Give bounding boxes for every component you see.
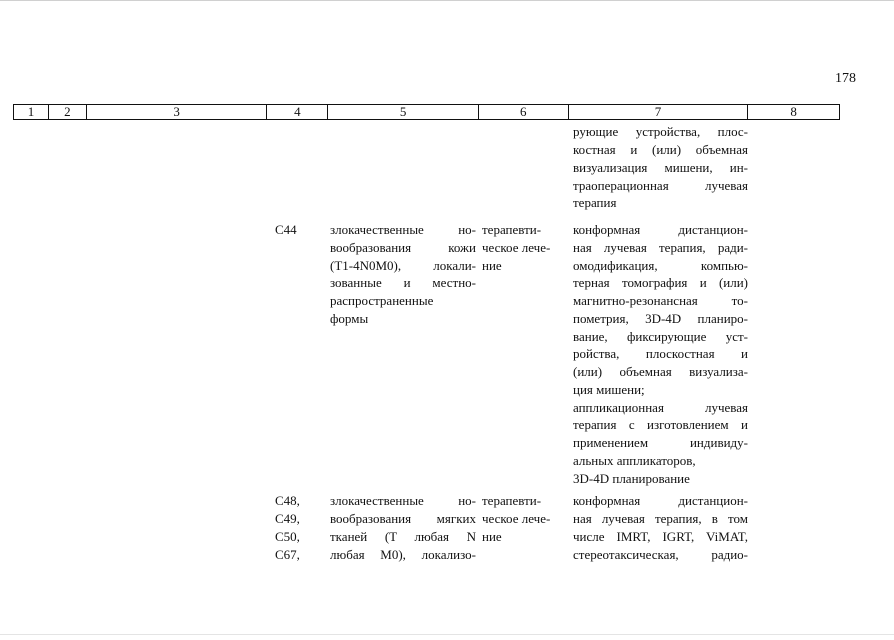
column-header-7: 7 (569, 105, 749, 119)
text-line: ческое лече- (482, 240, 551, 255)
column-header-8: 8 (790, 104, 797, 119)
diagnosis-code: C44 (275, 222, 297, 237)
text-line: числе IMRT, IGRT, ViMAT, (573, 529, 748, 544)
text-line: ная лучевая терапия, ради- (573, 240, 748, 255)
column-header-5: 5 (328, 105, 479, 119)
text-line: траоперационная лучевая (573, 178, 748, 193)
diagnosis-code: C50, (275, 529, 300, 544)
text-line: злокачественные но- (330, 222, 476, 237)
text-line: магнитно-резонансная то- (573, 293, 748, 308)
text-line: альных аппликаторов, (573, 453, 696, 468)
text-line: пометрия, 3D-4D планиро- (573, 311, 748, 326)
scan-edge-top (0, 0, 894, 1)
text-line: ние (482, 258, 502, 273)
text-line: ная лучевая терапия, в том (573, 511, 748, 526)
table-header-row (13, 104, 840, 120)
column-header-6: 6 (479, 105, 569, 119)
diagnosis-code: C49, (275, 511, 300, 526)
text-line: омодификация, компью- (573, 258, 748, 273)
text-line: терапия с изготовлением и (573, 417, 748, 432)
text-line: вообразования мягких (330, 511, 476, 526)
text-line: любая M0), локализо- (330, 547, 476, 562)
text-line: зованные и местно- (330, 275, 476, 290)
text-line: ние (482, 529, 502, 544)
text-line: костная и (или) объемная (573, 142, 748, 157)
text-line: конформная дистанцион- (573, 493, 748, 508)
text-line: формы (330, 311, 369, 326)
text-line: вание, фиксирующие уст- (573, 329, 748, 344)
text-line: (или) объемная визуализа- (573, 364, 748, 379)
page-number: 178 (835, 71, 856, 86)
text-line: применением индивиду- (573, 435, 748, 450)
text-line: ройства, плоскостная и (573, 346, 748, 361)
text-line: распространенные (330, 293, 434, 308)
diagnosis-code: C48, (275, 493, 300, 508)
column-header-1: 1 (14, 105, 49, 119)
scan-edge-bottom (0, 634, 894, 635)
text-line: терная томография и (или) (573, 275, 748, 290)
text-line: визуализация мишени, ин- (573, 160, 748, 175)
text-line: ция мишени; (573, 382, 645, 397)
diagnosis-code: C67, (275, 547, 300, 562)
text-line: ческое лече- (482, 511, 551, 526)
text-line: (T1-4N0M0), локали- (330, 258, 476, 273)
column-header-4: 4 (267, 105, 328, 119)
text-line: терапевти- (482, 493, 542, 508)
text-line: стереотаксическая, радио- (573, 547, 748, 562)
text-line: 3D-4D планирование (573, 471, 690, 486)
text-line: вообразования кожи (330, 240, 476, 255)
text-line: терапевти- (482, 222, 542, 237)
column-header-3: 3 (87, 105, 268, 119)
text-line: аппликационная лучевая (573, 400, 748, 415)
text-line: злокачественные но- (330, 493, 476, 508)
text-line: конформная дистанцион- (573, 222, 748, 237)
text-line: тканей (T любая N (330, 529, 476, 544)
text-line: рующие устройства, плос- (573, 124, 748, 139)
text-line: терапия (573, 195, 617, 210)
column-header-2: 2 (49, 105, 87, 119)
